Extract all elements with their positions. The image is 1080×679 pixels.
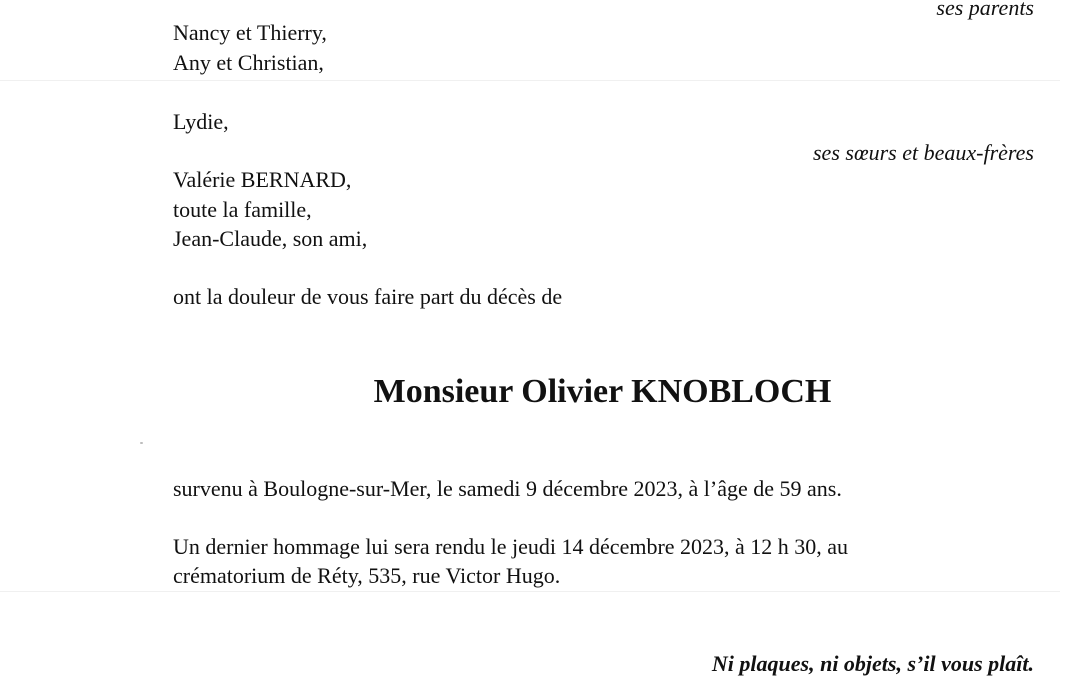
scan-speck <box>140 442 143 444</box>
sister-line: Lydie, <box>173 109 229 134</box>
family-line-1: Valérie BERNARD, <box>173 167 352 192</box>
family-line-3: Jean-Claude, son ami, <box>173 226 368 251</box>
scan-line-bottom <box>0 591 1060 592</box>
deceased-name: Monsieur Olivier KNOBLOCH <box>373 373 832 410</box>
ceremony-line-1: Un dernier hommage lui sera rendu le jeudi 14 décembre 2023, à 12 h 30, au <box>173 534 849 559</box>
family-line-2: toute la famille, <box>173 197 312 222</box>
announcement-text: ont la douleur de vous faire part du décès de <box>173 284 563 309</box>
closing-request: Ni plaques, ni objets, s’il vous plaît. <box>711 651 1034 676</box>
siblings-role: ses sœurs et beaux-frères <box>813 140 1034 165</box>
parents-line-2: Any et Christian, <box>173 50 324 75</box>
parents-role: ses parents <box>936 0 1034 20</box>
parents-line-1: Nancy et Thierry, <box>173 20 327 45</box>
death-details: survenu à Boulogne-sur-Mer, le samedi 9 décembre 2023, à l’âge de 59 ans. <box>173 476 842 501</box>
ceremony-line-2: crématorium de Réty, 535, rue Victor Hugo. <box>173 563 561 588</box>
scan-line-top <box>0 80 1060 81</box>
